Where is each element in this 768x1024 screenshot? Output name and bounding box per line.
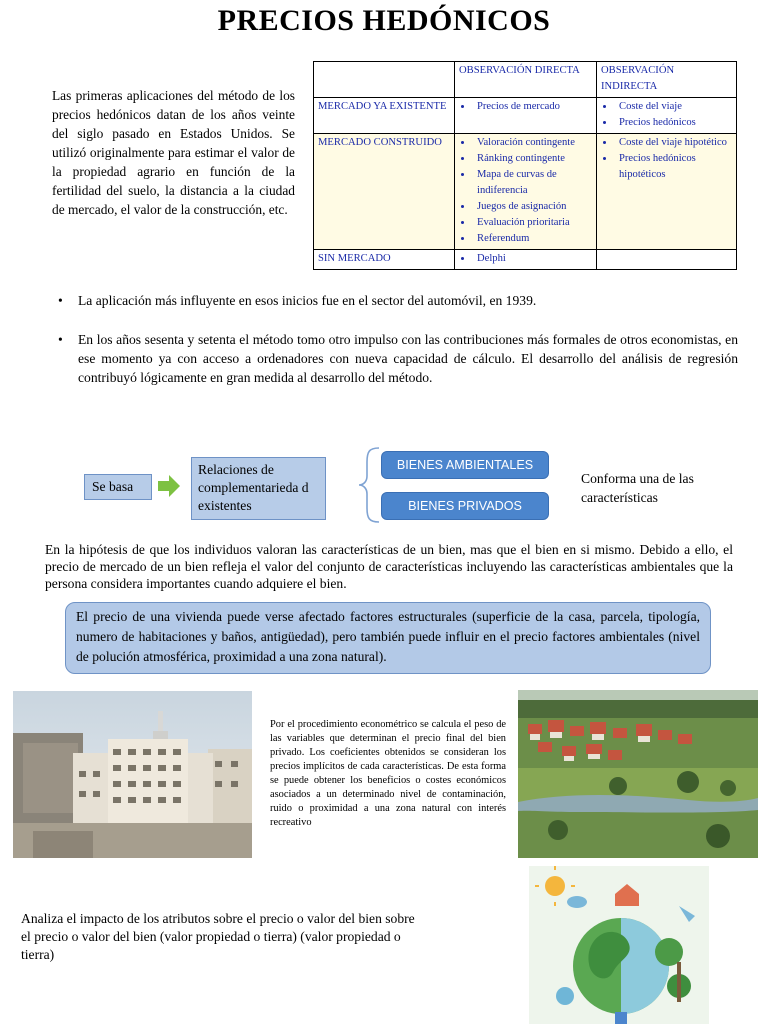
right-arrow-icon [158,475,180,497]
table-header-cell: OBSERVACIÓN INDIRECTA [597,62,737,98]
brace-icon [357,446,381,524]
list-item: • Precios de mercado [473,99,592,115]
table-cell [597,250,737,270]
bullet-item [58,291,738,310]
observation-table [313,61,737,270]
table-cell [597,98,737,134]
se-basa-box: Se basa [84,474,152,500]
table-row-label: MERCADO CONSTRUIDO [314,134,455,250]
relaciones-box: Relaciones de complementarieda d existentes [191,457,326,520]
table-header-row [314,62,737,98]
table-cell [455,250,597,270]
bullet-text: En los años sesenta y setenta el método tomo otro impulso con las contribuciones más formales de otros economistas, en ese momento ya con acceso a ordenadores con nueva capacidad de cálculo. El desarrollo del análisis de regresión contribuyó lógicamente en gran medida al desarrollo del método. [78,332,738,385]
page-title: PRECIOS HEDÓNICOS [217,4,551,37]
table-cell [455,98,597,134]
eco-earth-illustration [529,866,709,1024]
list-item: • Precios hedónicos [615,115,732,131]
intro-paragraph: Las primeras aplicaciones del método de los precios hedónicos datan de los años veinte del siglo pasado en Estados Unidos. Se utilizó originalmente para estimar el valor de la propiedad agrario en función de la fertilidad del suelo, la distancia a la ciudad de mercado, el valor de la construcción, etc. [52,88,295,217]
bullet-text: La aplicación más influyente en esos inicios fue en el sector del automóvil, en 1939. [78,293,537,308]
table-cell [455,134,597,250]
bienes-ambientales-pill: BIENES AMBIENTALES [381,451,549,479]
list-item: • Precios hedónicos hipotéticos [615,151,732,183]
conforma-text: Conforma una de las características [581,471,694,505]
table-row-label: MERCADO YA EXISTENTE [314,98,455,134]
table-header-cell [314,62,455,98]
table-row [314,250,737,270]
hipotesis-paragraph: En la hipótesis de que los individuos valoran las características de un bien, mas que el bien en si mismo. Debido a ello, el precio de mercado de un bien refleja el valor del conjunto de características incluyendo las características ambientales que la persona considera importantes cuando adquiere el bien. [45,542,733,591]
table-cell [597,134,737,250]
list-item: • Valoración contingente [473,135,592,151]
analiza-paragraph: Analiza el impacto de los atributos sobre el precio o valor del bien sobre el precio o valor del bien (valor propiedad o tierra) (valor propiedad o tierra) [21,911,415,962]
city-buildings-image [13,691,252,858]
vivienda-callout: El precio de una vivienda puede verse afectado factores estructurales (superficie de la casa, parcela, tipología, numero de habitaciones y baños, antigüedad), pero también puede influir en el precio factores ambientales (nivel de polución atmosférica, proximidad a una zona natural). [65,602,711,674]
table-row [314,98,737,134]
list-item: • Juegos de asignación [473,199,592,215]
list-item: • Referendum [473,231,592,247]
list-item: • Mapa de curvas de indiferencia [473,167,592,199]
table-header-cell: OBSERVACIÓN DIRECTA [455,62,597,98]
list-item: • Delphi [473,251,592,267]
list-item: • Ránking contingente [473,151,592,167]
bullet-dot-icon: • [58,293,63,308]
table-row-label: SIN MERCADO [314,250,455,270]
table-row [314,134,737,250]
list-item: • Evaluación prioritaria [473,215,592,231]
bullet-dot-icon: • [58,332,63,347]
bienes-privados-pill: BIENES PRIVADOS [381,492,549,520]
bullet-item [58,330,738,387]
list-item: • Coste del viaje hipotético [615,135,732,151]
econometrico-paragraph: Por el procedimiento econométrico se calcula el peso de las variables que determinan el precio final del bien privado. Los coeficientes obtenidos se consideran los precios implícitos de cada características. De esta forma se puede obtener los beneficios o costes económicos asociados a un determinado nivel de contaminación, ruido o proximidad a una zona natural con interés recreativo [270,719,506,828]
list-item: • Coste del viaje [615,99,732,115]
town-landscape-image [518,690,758,858]
